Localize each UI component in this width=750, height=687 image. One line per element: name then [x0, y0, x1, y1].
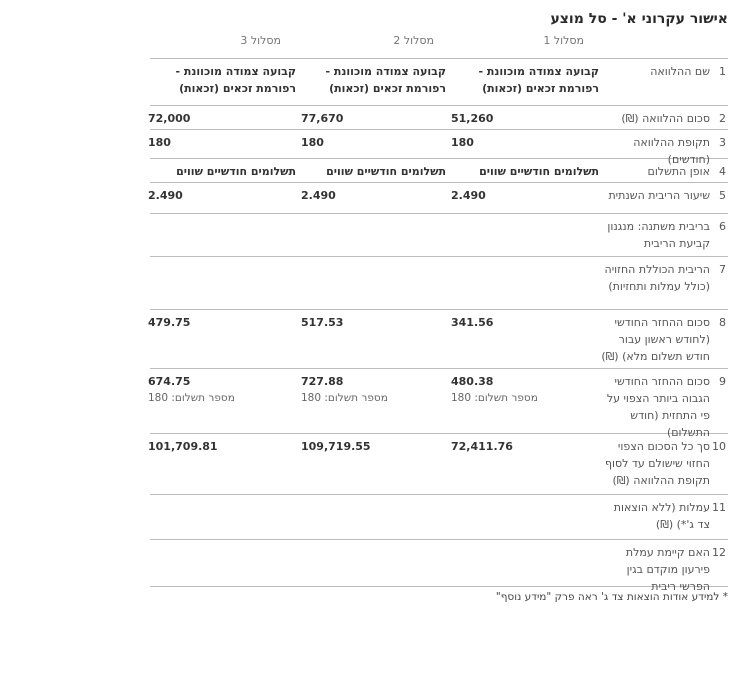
- plan-3-header: מסלול 3: [240, 34, 281, 47]
- row-label-text: עמלות (ללא הוצאות צד ג'*) (₪): [613, 501, 710, 531]
- row-number: 9: [719, 375, 726, 388]
- row-label: [599, 214, 728, 256]
- cell-value: 77,670: [301, 112, 344, 125]
- plan-1-cell: [446, 257, 599, 309]
- row-number: 11: [712, 501, 726, 514]
- row-label: [599, 369, 728, 439]
- plan-1-cell: [446, 59, 599, 105]
- row-label-text: תקופת ההלוואה (חודשים): [633, 136, 710, 166]
- row-label: [599, 106, 728, 129]
- plan-2-cell: [296, 106, 446, 129]
- plan-1-cell: [446, 369, 599, 433]
- table-row: [150, 213, 728, 256]
- page-title: אישור עקרוני א' - סל מוצע: [550, 11, 728, 27]
- plan-2-cell: [296, 59, 446, 105]
- plan-3-cell: [143, 257, 296, 309]
- cell-value: 2.490: [148, 189, 183, 202]
- table-row: [150, 58, 728, 105]
- cell-subtext: מספר תשלום: 180: [451, 392, 538, 404]
- row-label-text: שיעור הריבית השנתית: [608, 189, 710, 202]
- plan-1-cell: [446, 183, 599, 213]
- row-number: 8: [719, 316, 726, 329]
- table-row: [150, 539, 728, 593]
- cell-value: קבועה צמודה מוכוונת - רפורמת זכאים (זכאות): [175, 65, 296, 95]
- cell-value: 180: [148, 136, 171, 149]
- plan-2-cell: [296, 310, 446, 368]
- cell-value: 480.38: [451, 375, 494, 388]
- row-label-text: בריבית משתנה: מנגנון קביעת הריבית: [607, 220, 710, 250]
- cell-subtext: מספר תשלום: 180: [148, 392, 235, 404]
- row-label-text: אופן התשלום: [647, 165, 710, 178]
- cell-value: 674.75: [148, 375, 191, 388]
- cell-value: 479.75: [148, 316, 191, 329]
- plan-2-cell: [296, 159, 446, 182]
- row-label-text: הריבית הכוללת החזויה (כולל עמלות ותחזיות): [604, 263, 710, 293]
- table-row: [150, 433, 728, 494]
- plan-2-cell: [296, 130, 446, 158]
- row-label: [599, 495, 728, 539]
- row-label: [599, 130, 728, 166]
- plan-1-cell: [446, 310, 599, 368]
- row-number: 3: [719, 136, 726, 149]
- plan-1-cell: [446, 106, 599, 129]
- plan-2-cell: [296, 434, 446, 494]
- cell-value: 51,260: [451, 112, 494, 125]
- row-label: [599, 540, 728, 593]
- plan-2-header: מסלול 2: [393, 34, 434, 47]
- plan-1-cell: [446, 130, 599, 158]
- table-row: [150, 309, 728, 368]
- plan-3-cell: [143, 159, 296, 182]
- row-number: 12: [712, 546, 726, 559]
- row-number: 6: [719, 220, 726, 233]
- plan-2-cell: [296, 257, 446, 309]
- row-number: 4: [719, 165, 726, 178]
- plan-1-cell: [446, 495, 599, 539]
- plan-1-cell: [446, 434, 599, 494]
- row-label: [599, 257, 728, 309]
- plan-1-header: מסלול 1: [543, 34, 584, 47]
- plan-3-cell: [143, 369, 296, 433]
- plan-2-cell: [296, 540, 446, 586]
- plan-2-cell: [296, 183, 446, 213]
- row-label-text: שם ההלוואה: [650, 65, 710, 78]
- table-row: [150, 182, 728, 213]
- cell-value: 180: [301, 136, 324, 149]
- cell-value: 2.490: [301, 189, 336, 202]
- row-label-text: האם קיימת עמלת פירעון מוקדם בגין הפרשי ריבית: [625, 546, 710, 593]
- plan-header-row: [150, 32, 728, 58]
- plan-2-cell: [296, 369, 446, 433]
- loan-approval-document: [150, 8, 728, 603]
- row-label-text: סכום ההחזר החודשי הגבוה ביותר הצפוי על פי התחזית (חודש התשלום): [606, 375, 710, 439]
- cell-value: 72,411.76: [451, 440, 513, 453]
- cell-subtext: מספר תשלום: 180: [301, 392, 388, 404]
- plan-3-cell: [143, 310, 296, 368]
- row-label-text: סכום ההלוואה (₪): [621, 112, 710, 125]
- row-label-text: סכום ההחזר החודשי (לחודש ראשון עבור חודש תשלום מלא) (₪): [601, 316, 710, 363]
- plan-3-cell: [143, 130, 296, 158]
- row-number: 1: [719, 65, 726, 78]
- table-row: [148, 129, 728, 166]
- cell-value: 101,709.81: [148, 440, 218, 453]
- table-row: [150, 105, 728, 129]
- row-number: 10: [712, 440, 726, 453]
- plan-1-cell: [446, 159, 599, 182]
- row-number: 7: [719, 263, 726, 276]
- cell-value: תשלומים חודשיים שווים: [479, 165, 599, 178]
- row-label: [599, 310, 728, 368]
- plan-2-cell: [296, 495, 446, 539]
- table-row: [150, 158, 728, 182]
- row-label: [599, 434, 728, 494]
- row-label: [599, 59, 728, 105]
- cell-value: קבועה צמודה מוכוונת - רפורמת זכאים (זכאות): [325, 65, 446, 95]
- plan-3-cell: [143, 183, 296, 213]
- cell-value: 2.490: [451, 189, 486, 202]
- row-label-text: סך כל הסכום הצפוי החזוי שישולם עד לסוף תקופת ההלוואה (₪): [604, 440, 710, 487]
- plan-3-cell: [143, 106, 296, 129]
- cell-value: 727.88: [301, 375, 344, 388]
- table-row: [150, 494, 728, 539]
- table-row: [148, 368, 728, 439]
- plan-3-cell: [143, 495, 296, 539]
- cell-value: קבועה צמודה מוכוונת - רפורמת זכאים (זכאות): [478, 65, 599, 95]
- row-number: 2: [719, 112, 726, 125]
- table-row: [150, 256, 728, 309]
- plan-1-cell: [446, 214, 599, 256]
- cell-value: 72,000: [148, 112, 191, 125]
- cell-value: תשלומים חודשיים שווים: [326, 165, 446, 178]
- plan-3-cell: [143, 59, 296, 105]
- cell-value: 517.53: [301, 316, 344, 329]
- row-label: [599, 159, 728, 182]
- cell-value: 341.56: [451, 316, 494, 329]
- row-label: [599, 183, 728, 213]
- plan-3-cell: [143, 214, 296, 256]
- loan-details-table: [148, 58, 728, 593]
- cell-value: 180: [451, 136, 474, 149]
- plan-3-cell: [143, 540, 296, 586]
- cell-value: 109,719.55: [301, 440, 371, 453]
- cell-value: תשלומים חודשיים שווים: [176, 165, 296, 178]
- footnote: * למידע אודות הוצאות צד ג' ראה פרק "מידע נוסף": [150, 586, 728, 603]
- plan-2-cell: [296, 214, 446, 256]
- plan-3-cell: [143, 434, 296, 494]
- plan-1-cell: [446, 540, 599, 586]
- row-number: 5: [719, 189, 726, 202]
